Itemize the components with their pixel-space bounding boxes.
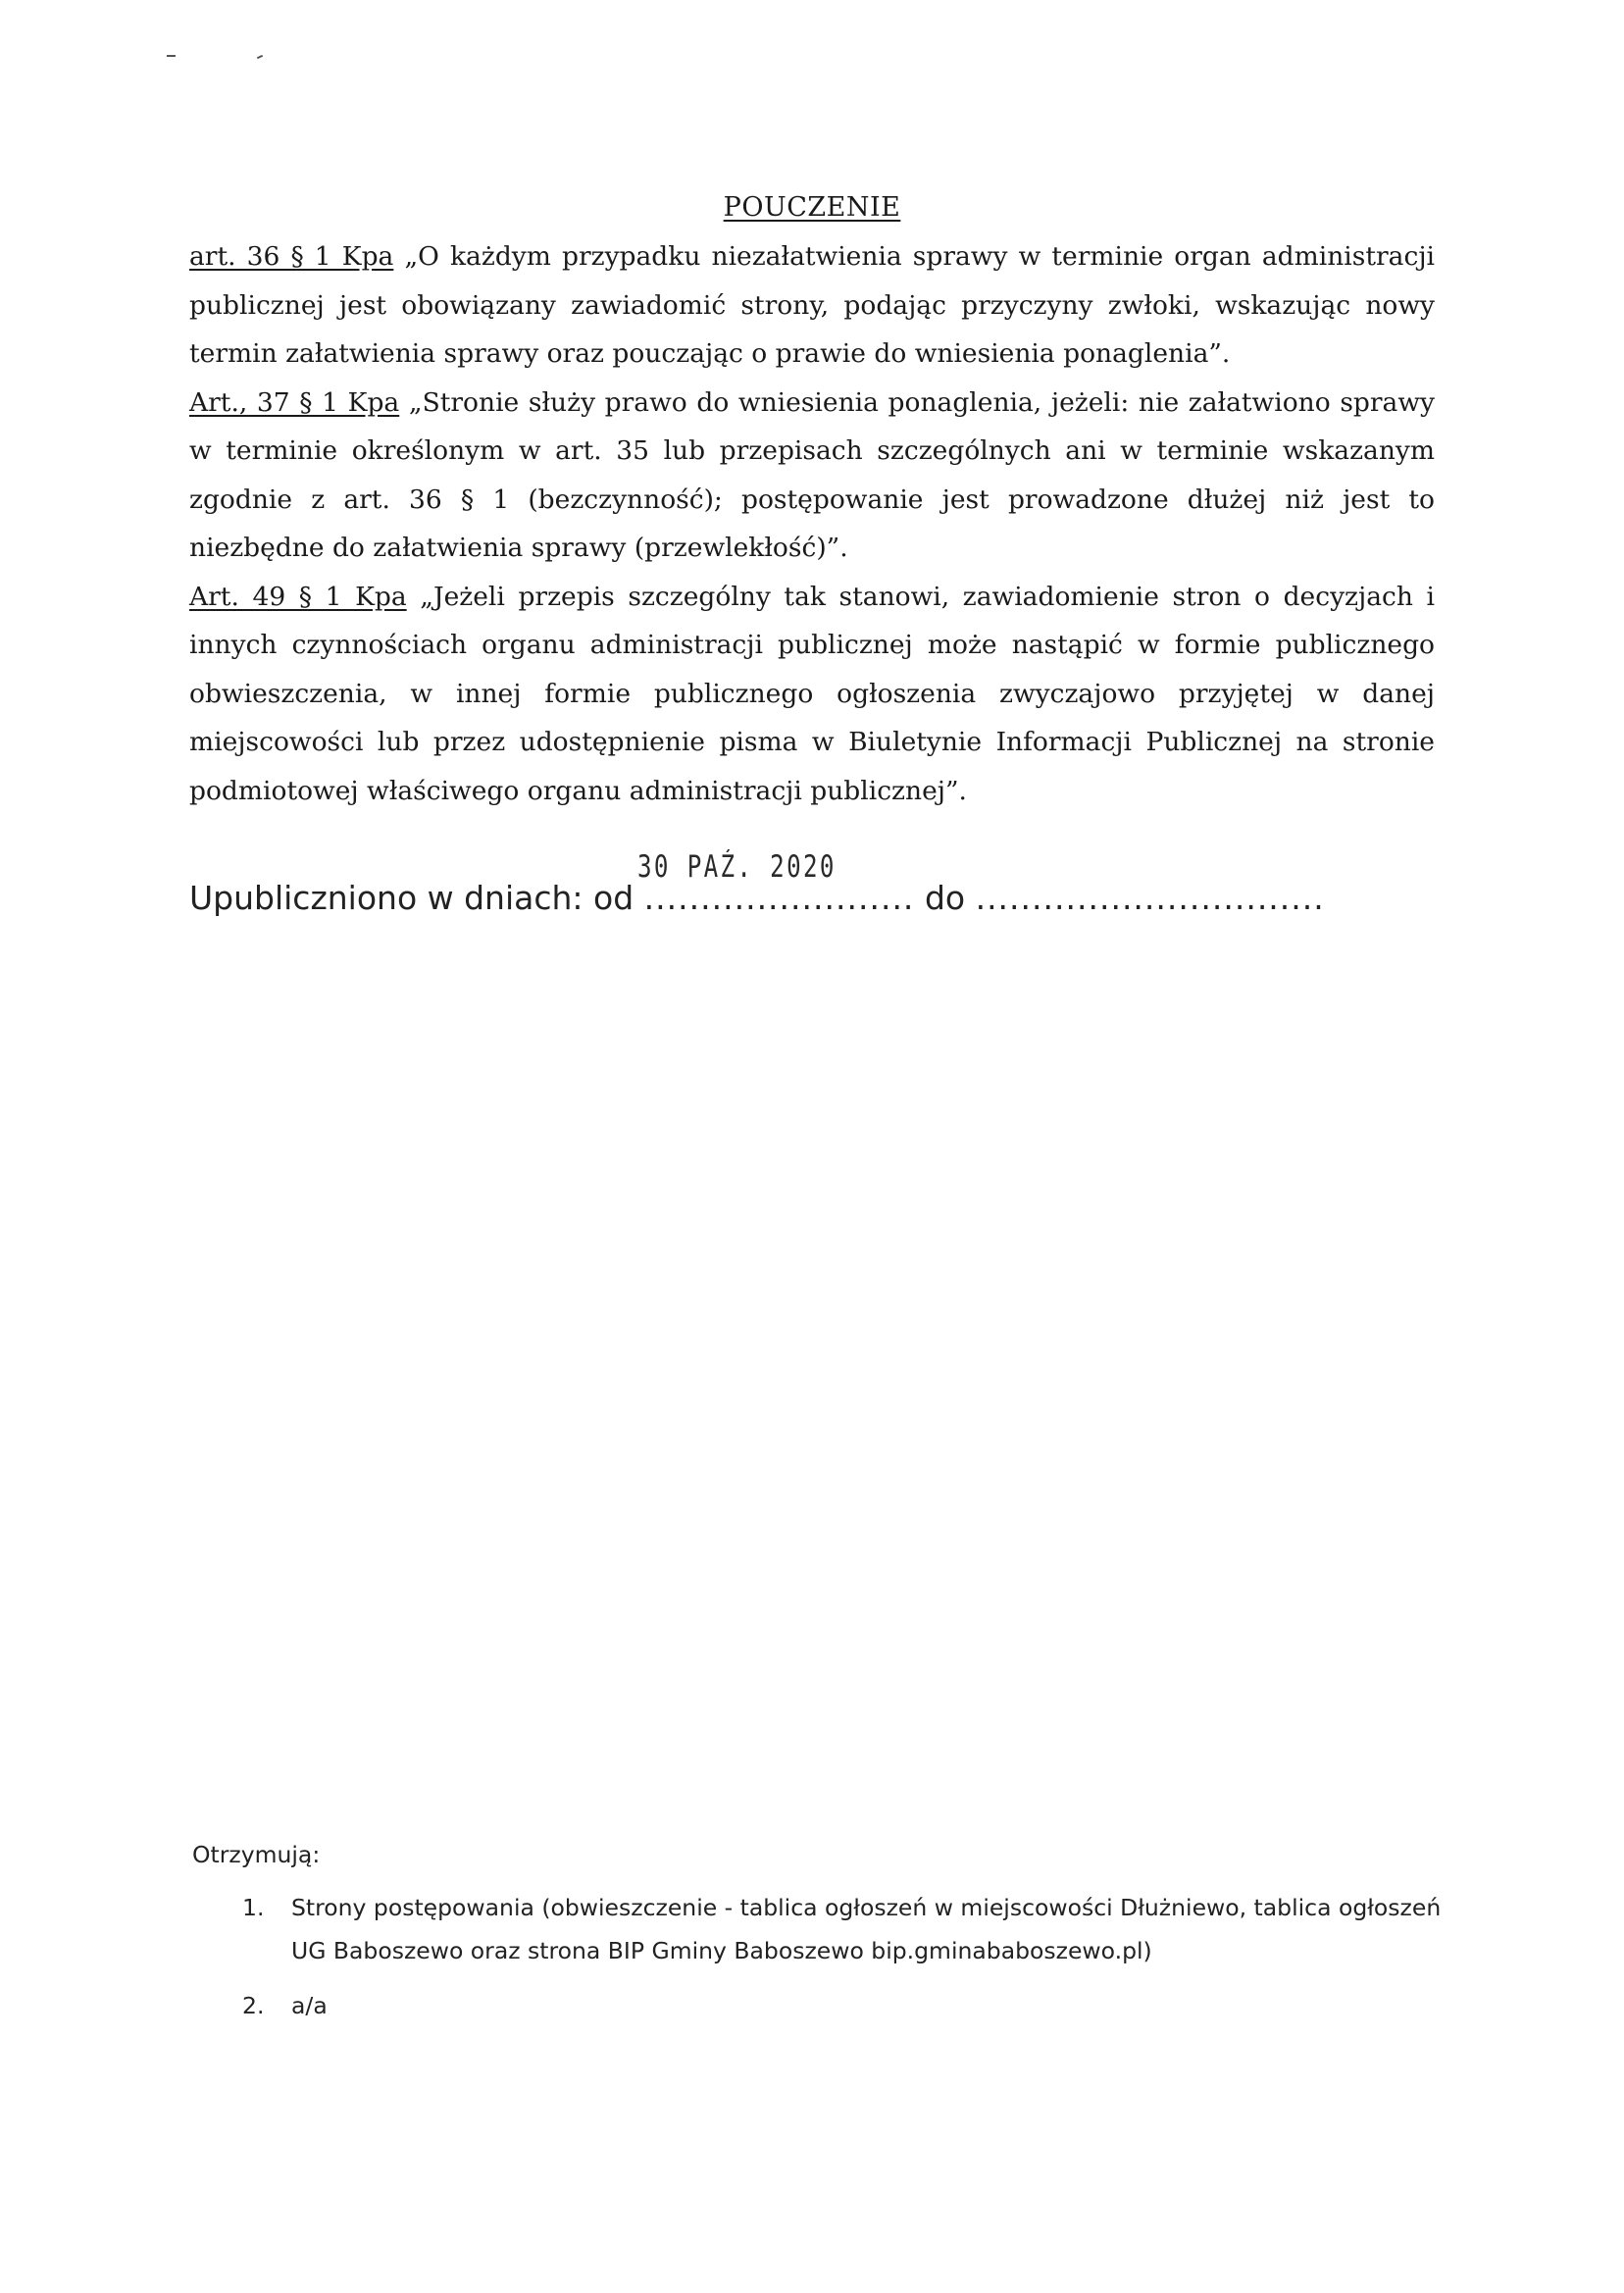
document-heading: POUCZENIE [723,192,901,223]
list-item-number: 2. [242,1992,265,2019]
list-item-text: a/a [291,1992,328,2019]
list-item-number: 1. [242,1894,265,1921]
article-reference: Art. 49 § 1 Kpa [189,581,407,612]
list-item [192,1984,1467,2027]
to-date-blank: ............................... [975,879,1325,917]
recipients-section [192,1841,1467,2039]
publication-line [189,879,1325,917]
scan-artifact [257,55,263,59]
article-paragraph [189,573,1435,816]
article-paragraph [189,379,1435,573]
recipients-title: Otrzymują: [192,1841,321,1868]
to-label: do [924,879,966,917]
article-text: „Jeżeli przepis szczególny tak stanowi, zawiadomienie stron o decyzjach i innych czynnościach organu administracji publicznej może nastąpić w formie publicznego obwieszczenia, w innej formie publicznego ogłoszenia zwyczajowo przyjętej w danej miejscowości lub przez udostępnienie pisma w Biuletynie Informacji Publicznej na stronie podmiotowej właściwego organu administracji publicznej”. [189,581,1435,806]
list-item [192,1886,1467,1972]
list-item-text: Strony postępowania (obwieszczenie - tablica ogłoszeń w miejscowości Dłużniewo, tablica ogłoszeń UG Baboszewo oraz strona BIP Gminy Baboszewo bip.gminababoszewo.pl) [291,1894,1442,1964]
article-paragraph [189,232,1435,379]
recipients-list [192,1886,1467,2027]
instruction-body [189,232,1435,815]
article-reference: Art., 37 § 1 Kpa [189,386,400,418]
article-reference: art. 36 § 1 Kpa [189,241,394,272]
date-stamp: 30 PAŹ. 2020 [637,849,837,885]
from-date-blank: ........................ [643,879,915,917]
article-text: „O każdym przypadku niezałatwienia sprawy w terminie organ administracji publicznej jest obowiązany zawiadomić strony, podając przyczyny zwłoki, wskazując nowy termin załatwienia sprawy oraz pouczając o prawie do wniesienia ponaglenia”. [189,241,1436,369]
scan-artifact [167,55,176,57]
article-text: „Stronie służy prawo do wniesienia ponaglenia, jeżeli: nie załatwiono sprawy w terminie określonym w art. 35 lub przepisach szczególnych ani w terminie wskazanym zgodnie z art. 36 § 1 (bezczynność); postępowanie jest prowadzone dłużej niż jest to niezbędne do załatwienia sprawy (przewlekłość)”. [189,386,1435,563]
publication-label: Upubliczniono w dniach: od [189,879,634,917]
